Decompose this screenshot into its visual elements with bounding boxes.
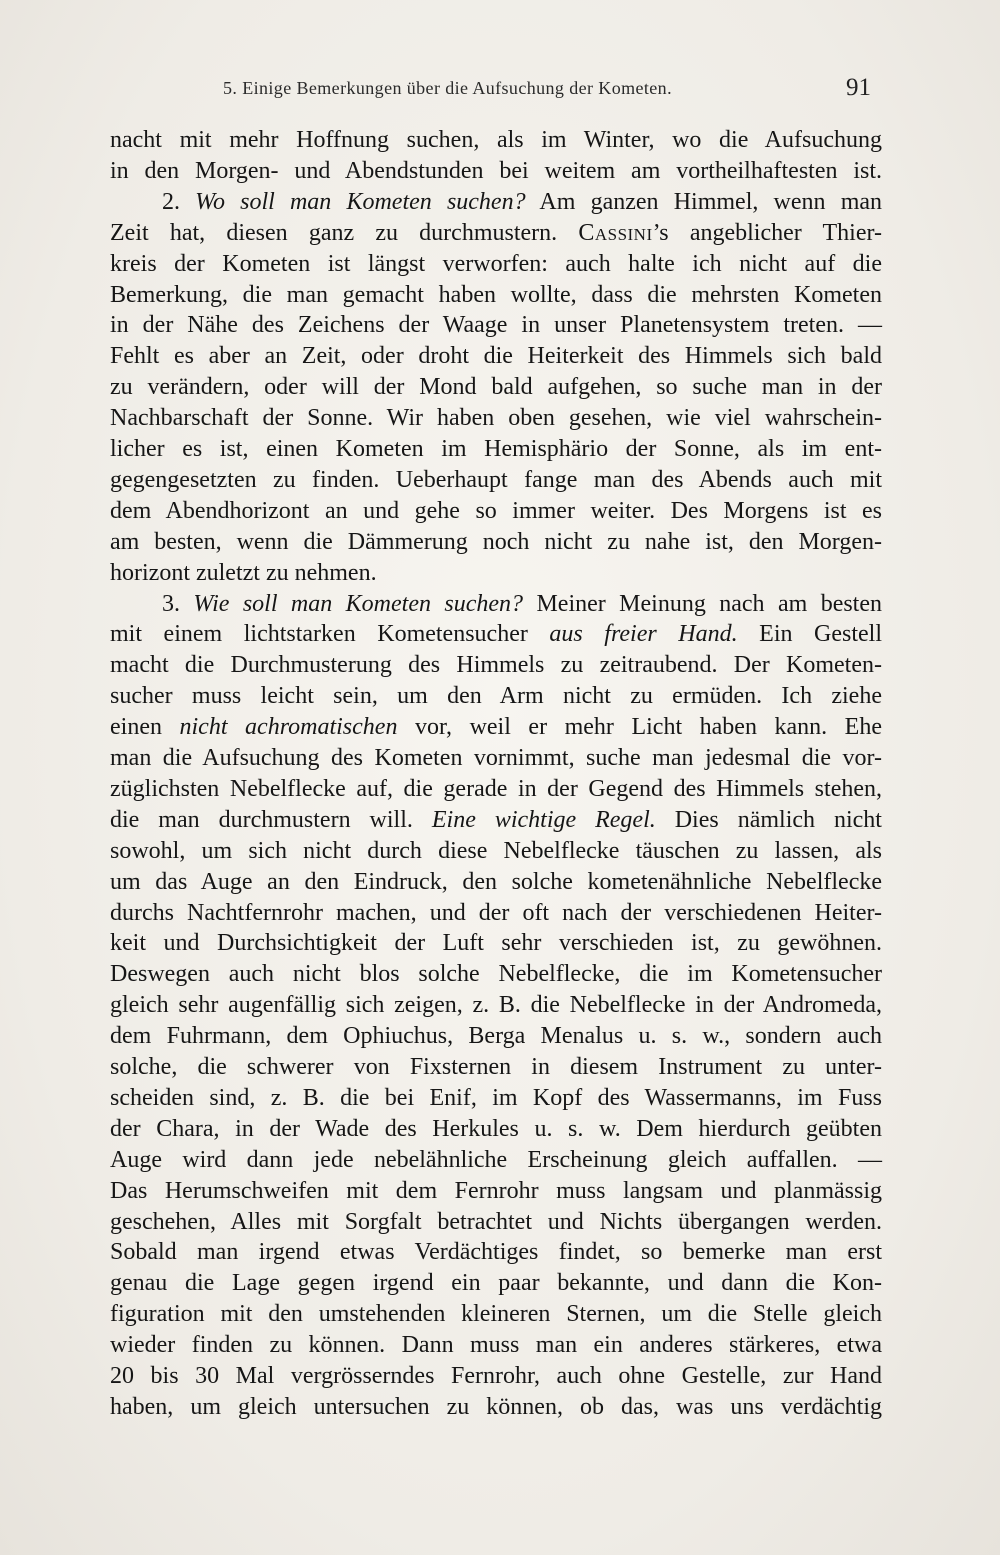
text-line: kreis der Kometen ist längst verworfen: auch halte ich nicht auf die	[110, 250, 882, 277]
page-number: 91	[846, 74, 871, 101]
italic-run: Wie soll man Kometen suchen?	[193, 590, 524, 617]
text-run: Dies nämlich nicht	[655, 806, 882, 833]
text-line: der Chara, in der Wade des Herkules u. s. w. Dem hierdurch geübten	[110, 1115, 882, 1142]
text-run: Zeit hat, diesen ganz zu durchmustern.	[110, 219, 579, 246]
text-line: haben, um gleich untersuchen zu können, ob das, was uns verdächtig	[110, 1393, 882, 1420]
text-line: um das Auge an den Eindruck, den solche kometenähnliche Nebelflecke	[110, 868, 882, 895]
text-line: in den Morgen- und Abendstunden bei weitem am vortheilhaftesten ist.	[110, 157, 882, 184]
text-line: dem Abendhorizont an und gehe so immer weiter. Des Morgens ist es	[110, 497, 882, 524]
text-run: 2.	[162, 188, 196, 215]
text-run: mit einem lichtstarken Kometensucher	[110, 621, 550, 648]
text-line: durchs Nachtfernrohr machen, und der oft nach der verschiedenen Heiter-	[110, 899, 882, 926]
text-line: züglichsten Nebelflecke auf, die gerade in der Gegend des Himmels stehen,	[110, 775, 882, 802]
text-line: nacht mit mehr Hoffnung suchen, als im Winter, wo die Aufsuchung	[110, 127, 882, 153]
text-line: Auge wird dann jede nebelähnliche Erscheinung gleich auffallen. —	[110, 1146, 882, 1173]
text-run: ’s angeblicher Thier-	[652, 219, 882, 246]
text-run: Ein Gestell	[737, 621, 883, 648]
text-run: einen	[110, 714, 180, 741]
text-line: figuration mit den umstehenden kleineren Sternen, um die Stelle gleich	[110, 1301, 882, 1328]
italic-run: aus freier Hand.	[549, 621, 738, 648]
text-line: solche, die schwerer von Fixsternen in diesem Instrument zu unter-	[110, 1054, 882, 1080]
running-head: 5. Einige Bemerkungen über die Aufsuchung der Kometen.	[223, 78, 672, 98]
text-line: am besten, wenn die Dämmerung noch nicht zu nahe ist, den Morgen-	[110, 528, 882, 555]
text-line	[110, 804, 882, 836]
italic-run: Wo soll man Kometen suchen?	[195, 188, 526, 215]
text-run: die man durchmustern will.	[110, 806, 432, 833]
text-line: Deswegen auch nicht blos solche Nebelflecke, die im Kometensucher	[110, 961, 882, 988]
text-line: geschehen, Alles mit Sorgfalt betrachtet und Nichts übergangen werden.	[110, 1208, 882, 1235]
text-line: Fehlt es aber an Zeit, oder droht die Heiterkeit des Himmels sich bald	[110, 343, 882, 370]
text-run: vor, weil er mehr Licht haben kann. Ehe	[397, 714, 882, 741]
italic-run: Eine wichtige Regel.	[431, 806, 656, 833]
text-run: Meiner Meinung nach am besten	[523, 590, 883, 617]
text-line: dem Fuhrmann, dem Ophiuchus, Berga Menalus u. s. w., sondern auch	[110, 1023, 882, 1050]
text-line	[110, 588, 882, 620]
italic-run: nicht achromatischen	[179, 714, 398, 741]
text-line: sowohl, um sich nicht durch diese Nebelflecke täuschen zu lassen, als	[110, 837, 882, 864]
text-run: Am ganzen Himmel, wenn man	[525, 188, 883, 215]
text-line: Sobald man irgend etwas Verdächtiges findet, so bemerke man erst	[110, 1239, 882, 1266]
text-line: 20 bis 30 Mal vergrösserndes Fernrohr, auch ohne Gestelle, zur Hand	[110, 1363, 882, 1389]
text-line: keit und Durchsichtigkeit der Luft sehr verschieden ist, zu gewöhnen.	[110, 930, 882, 957]
text-line: genau die Lage gegen irgend ein paar bekannte, und dann die Kon-	[110, 1270, 882, 1297]
text-line	[110, 618, 882, 650]
text-line	[110, 186, 882, 218]
text-line: wieder finden zu können. Dann muss man ein anderes stärkeres, etwa	[110, 1332, 882, 1359]
text-line: macht die Durchmusterung des Himmels zu zeitraubend. Der Kometen-	[110, 652, 882, 679]
text-line: Bemerkung, die man gemacht haben wollte, dass die mehrsten Kometen	[110, 281, 882, 308]
text-run: 3.	[162, 590, 194, 617]
text-line: licher es ist, einen Kometen im Hemisphärio der Sonne, als im ent-	[110, 436, 882, 462]
text-line: horizont zuletzt zu nehmen.	[110, 559, 377, 586]
text-line: sucher muss leicht sein, um den Arm nicht zu ermüden. Ich ziehe	[110, 683, 882, 710]
text-line: gleich sehr augenfällig sich zeigen, z. B. die Nebelflecke in der Andromeda,	[110, 992, 882, 1019]
text-line: scheiden sind, z. B. die bei Enif, im Kopf des Wassermanns, im Fuss	[110, 1084, 882, 1111]
body-text	[110, 124, 882, 1424]
text-line: zu verändern, oder will der Mond bald aufgehen, so suche man in der	[110, 374, 882, 401]
text-line: gegengesetzten zu finden. Ueberhaupt fange man des Abends auch mit	[110, 466, 882, 493]
text-line	[110, 711, 882, 743]
small-caps-name: Cassini	[578, 219, 653, 246]
text-line: in der Nähe des Zeichens der Waage in unser Planetensystem treten. —	[110, 312, 882, 339]
text-line: Das Herumschweifen mit dem Fernrohr muss langsam und planmässig	[110, 1177, 882, 1204]
text-line: Nachbarschaft der Sonne. Wir haben oben gesehen, wie viel wahrschein-	[110, 405, 882, 432]
text-line	[110, 217, 882, 249]
text-line: man die Aufsuchung des Kometen vornimmt, suche man jedesmal die vor-	[110, 745, 882, 771]
